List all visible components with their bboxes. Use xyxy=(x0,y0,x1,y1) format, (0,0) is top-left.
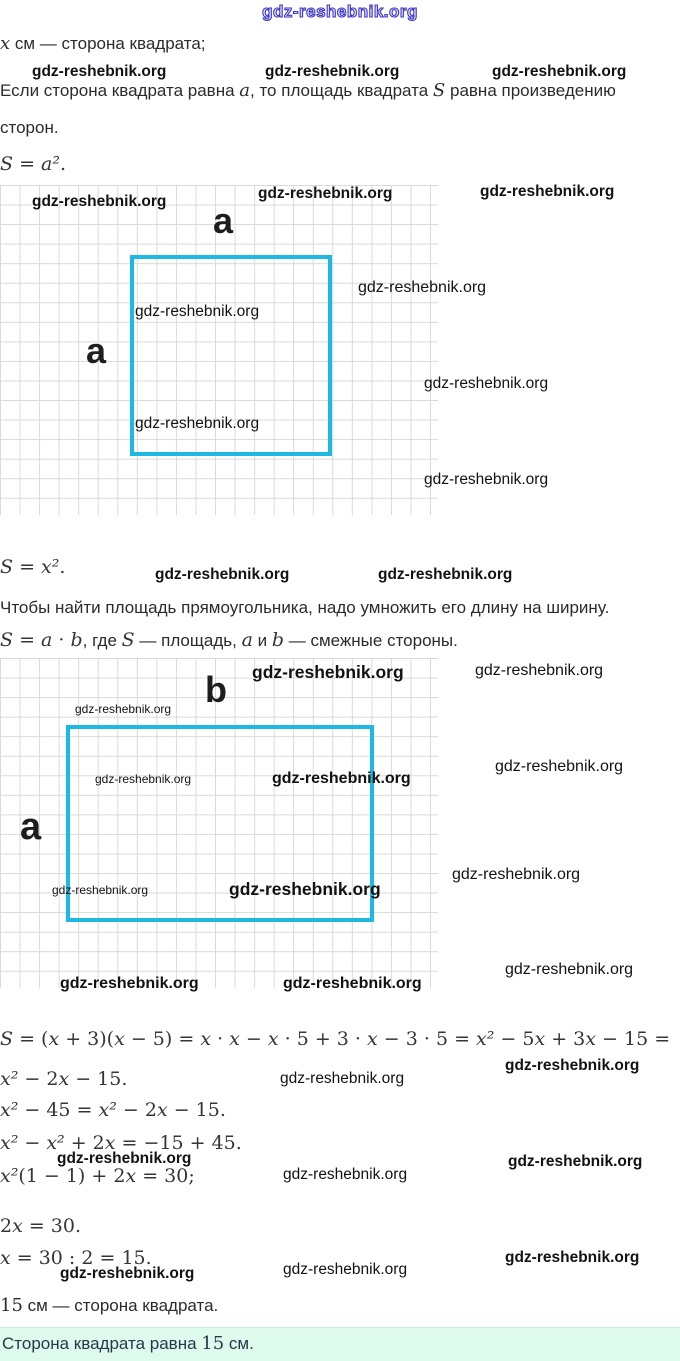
watermark: gdz-reshebnik.org xyxy=(283,1261,408,1278)
watermark: gdz-reshebnik.org xyxy=(424,471,549,488)
site-watermark-header: gdz-reshebnik.org xyxy=(262,2,418,21)
formula-area-x: S = x². xyxy=(0,556,66,578)
line-side-15: 15 см — сторона квадрата. xyxy=(0,1295,219,1316)
equation-expand: S = (x + 3)(x − 5) = x · x − x · 5 + 3 · x − 3 · 5 = x² − 5x + 3x − 15 = xyxy=(0,1028,671,1050)
square-side-label-top: a xyxy=(213,200,234,241)
watermark: gdz-reshebnik.org xyxy=(495,758,624,775)
watermark: gdz-reshebnik.org xyxy=(378,566,513,583)
watermark: gdz-reshebnik.org xyxy=(95,772,192,786)
watermark: gdz-reshebnik.org xyxy=(480,183,615,200)
watermark: gdz-reshebnik.org xyxy=(358,279,487,296)
watermark: gdz-reshebnik.org xyxy=(75,702,172,716)
watermark: gdz-reshebnik.org xyxy=(508,1153,643,1170)
watermark: gdz-reshebnik.org xyxy=(505,961,634,978)
square-side-label-left: a xyxy=(86,330,107,371)
watermark: gdz-reshebnik.org xyxy=(32,193,167,210)
watermark: gdz-reshebnik.org xyxy=(272,770,411,787)
watermark: gdz-reshebnik.org xyxy=(52,883,149,897)
figure-rectangle-grid xyxy=(0,658,438,992)
figure-square-grid xyxy=(0,185,438,515)
line-square-rule-2: сторон. xyxy=(0,118,59,137)
watermark: gdz-reshebnik.org xyxy=(60,1265,195,1282)
watermark: gdz-reshebnik.org xyxy=(424,375,549,392)
line-x-side: x см — сторона квадрата; xyxy=(0,33,206,54)
line-square-rule-1: Если сторона квадрата равна a, то площадь квадрата S равна произведению xyxy=(0,80,616,101)
watermark: gdz-reshebnik.org xyxy=(475,662,604,679)
watermark: gdz-reshebnik.org xyxy=(252,662,404,682)
formula-rect-area: S = a · b, где S — площадь, a и b — смежные стороны. xyxy=(0,629,458,651)
watermark: gdz-reshebnik.org xyxy=(258,185,393,202)
watermark: gdz-reshebnik.org xyxy=(283,1166,408,1183)
watermark: gdz-reshebnik.org xyxy=(229,879,381,899)
result-text: Сторона квадрата равна 15 см. xyxy=(2,1333,254,1354)
line-rect-rule: Чтобы найти площадь прямоугольника, надо умножить его длину на ширину. xyxy=(0,598,610,617)
watermark: gdz-reshebnik.org xyxy=(283,975,422,992)
watermark: gdz-reshebnik.org xyxy=(155,566,290,583)
equation-move-terms: x² − x² + 2x = −15 + 45. xyxy=(0,1132,242,1154)
watermark: gdz-reshebnik.org xyxy=(57,1150,192,1167)
watermark: gdz-reshebnik.org xyxy=(280,1070,405,1087)
watermark: gdz-reshebnik.org xyxy=(135,303,260,320)
equation-factor: x²(1 − 1) + 2x = 30; xyxy=(0,1165,195,1187)
equation-2x: 2x = 30. xyxy=(0,1215,82,1237)
formula-square-area: S = a². xyxy=(0,153,67,175)
equation-45: x² − 45 = x² − 2x − 15. xyxy=(0,1099,226,1121)
watermark: gdz-reshebnik.org xyxy=(265,63,400,80)
rect-side-label-top: b xyxy=(205,669,227,710)
rect-side-label-left: a xyxy=(20,806,42,848)
watermark: gdz-reshebnik.org xyxy=(452,866,581,883)
watermark: gdz-reshebnik.org xyxy=(505,1249,640,1266)
watermark: gdz-reshebnik.org xyxy=(135,415,260,432)
watermark: gdz-reshebnik.org xyxy=(492,63,627,80)
watermark: gdz-reshebnik.org xyxy=(32,63,167,80)
watermark: gdz-reshebnik.org xyxy=(60,975,199,992)
watermark: gdz-reshebnik.org xyxy=(505,1057,640,1074)
equation-expand-2: x² − 2x − 15. xyxy=(0,1068,128,1090)
equation-x-value: x = 30 : 2 = 15. xyxy=(0,1247,152,1269)
